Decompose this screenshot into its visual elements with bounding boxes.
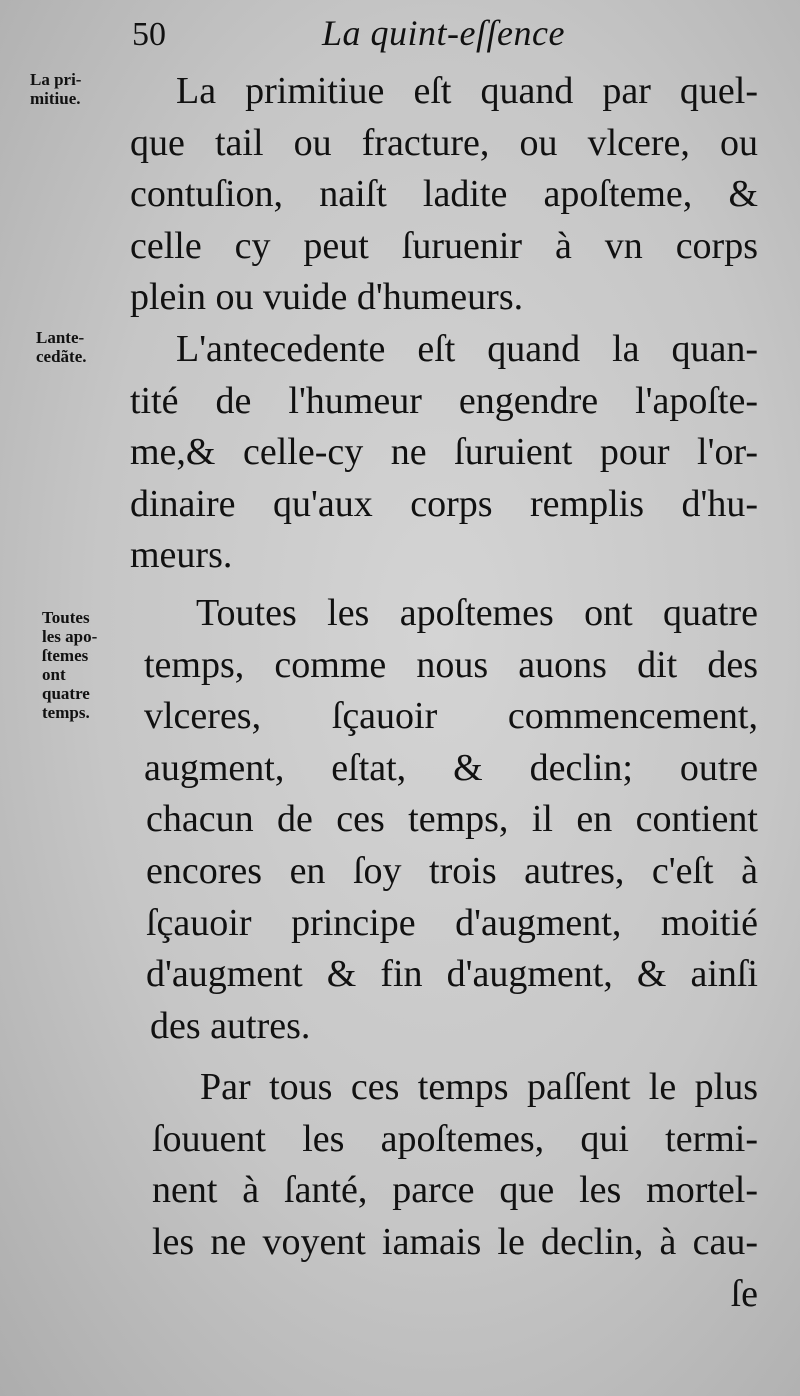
text-line: plein ou vuide d'humeurs.	[130, 276, 524, 319]
text-line: nent à ſanté, parce que les mortel-	[152, 1169, 758, 1212]
text-line: meurs.	[130, 534, 233, 577]
text-line: Toutes les apoſtemes ont quatre	[196, 591, 758, 634]
paragraph-antecedente	[130, 324, 758, 582]
text-line: encores en ſoy trois autres, c'eſt à	[146, 849, 758, 892]
margin-note-primitiue: La pri- mitiue.	[30, 70, 82, 108]
text-line: contuſion, naiſt ladite apoſteme, &	[130, 173, 758, 216]
text-line: dinaire qu'aux corps remplis d'hu-	[130, 482, 758, 525]
text-line: me,& celle-cy ne ſuruient pour l'or-	[130, 431, 758, 474]
paragraph-quatre-temps	[130, 588, 758, 1052]
text-line: celle cy peut ſuruenir à vn corps	[130, 224, 758, 267]
text-line: chacun de ces temps, il en contient	[146, 798, 758, 841]
text-line: que tail ou fracture, ou vlcere, ou	[130, 121, 758, 164]
running-head: La quint-eſſence	[322, 13, 565, 53]
paragraph-par-tous	[130, 1062, 758, 1320]
page-number: 50	[132, 16, 166, 53]
text-line: augment, eſtat, & declin; outre	[144, 746, 758, 789]
text-line: temps, comme nous auons dit des	[144, 643, 758, 686]
text-line: d'augment & fin d'augment, & ainſi	[146, 953, 758, 996]
text-line: ſçauoir principe d'augment, moitié	[146, 901, 758, 944]
text-line: La primitiue eſt quand par quel-	[176, 70, 758, 112]
margin-note-antecedente: Lante- cedãte.	[36, 328, 87, 366]
text-line: tité de l'humeur engendre l'apoſte-	[130, 379, 758, 422]
text-line: L'antecedente eſt quand la quan-	[176, 327, 758, 370]
text-line: les ne voyent iamais le declin, à cau-	[152, 1221, 758, 1264]
text-line: Par tous ces temps paſſent le plus	[200, 1066, 758, 1109]
margin-note-quatre-temps: Toutes les apo- ſtemes ont quatre temps.	[42, 608, 98, 722]
catchword: ſe	[730, 1272, 758, 1315]
text-line: vlceres, ſçauoir commencement,	[144, 695, 758, 738]
text-line: des autres.	[150, 1004, 311, 1047]
paragraph-primitiue	[130, 66, 758, 324]
text-line: ſouuent les apoſtemes, qui termi-	[152, 1117, 758, 1160]
body-text	[130, 66, 758, 1320]
